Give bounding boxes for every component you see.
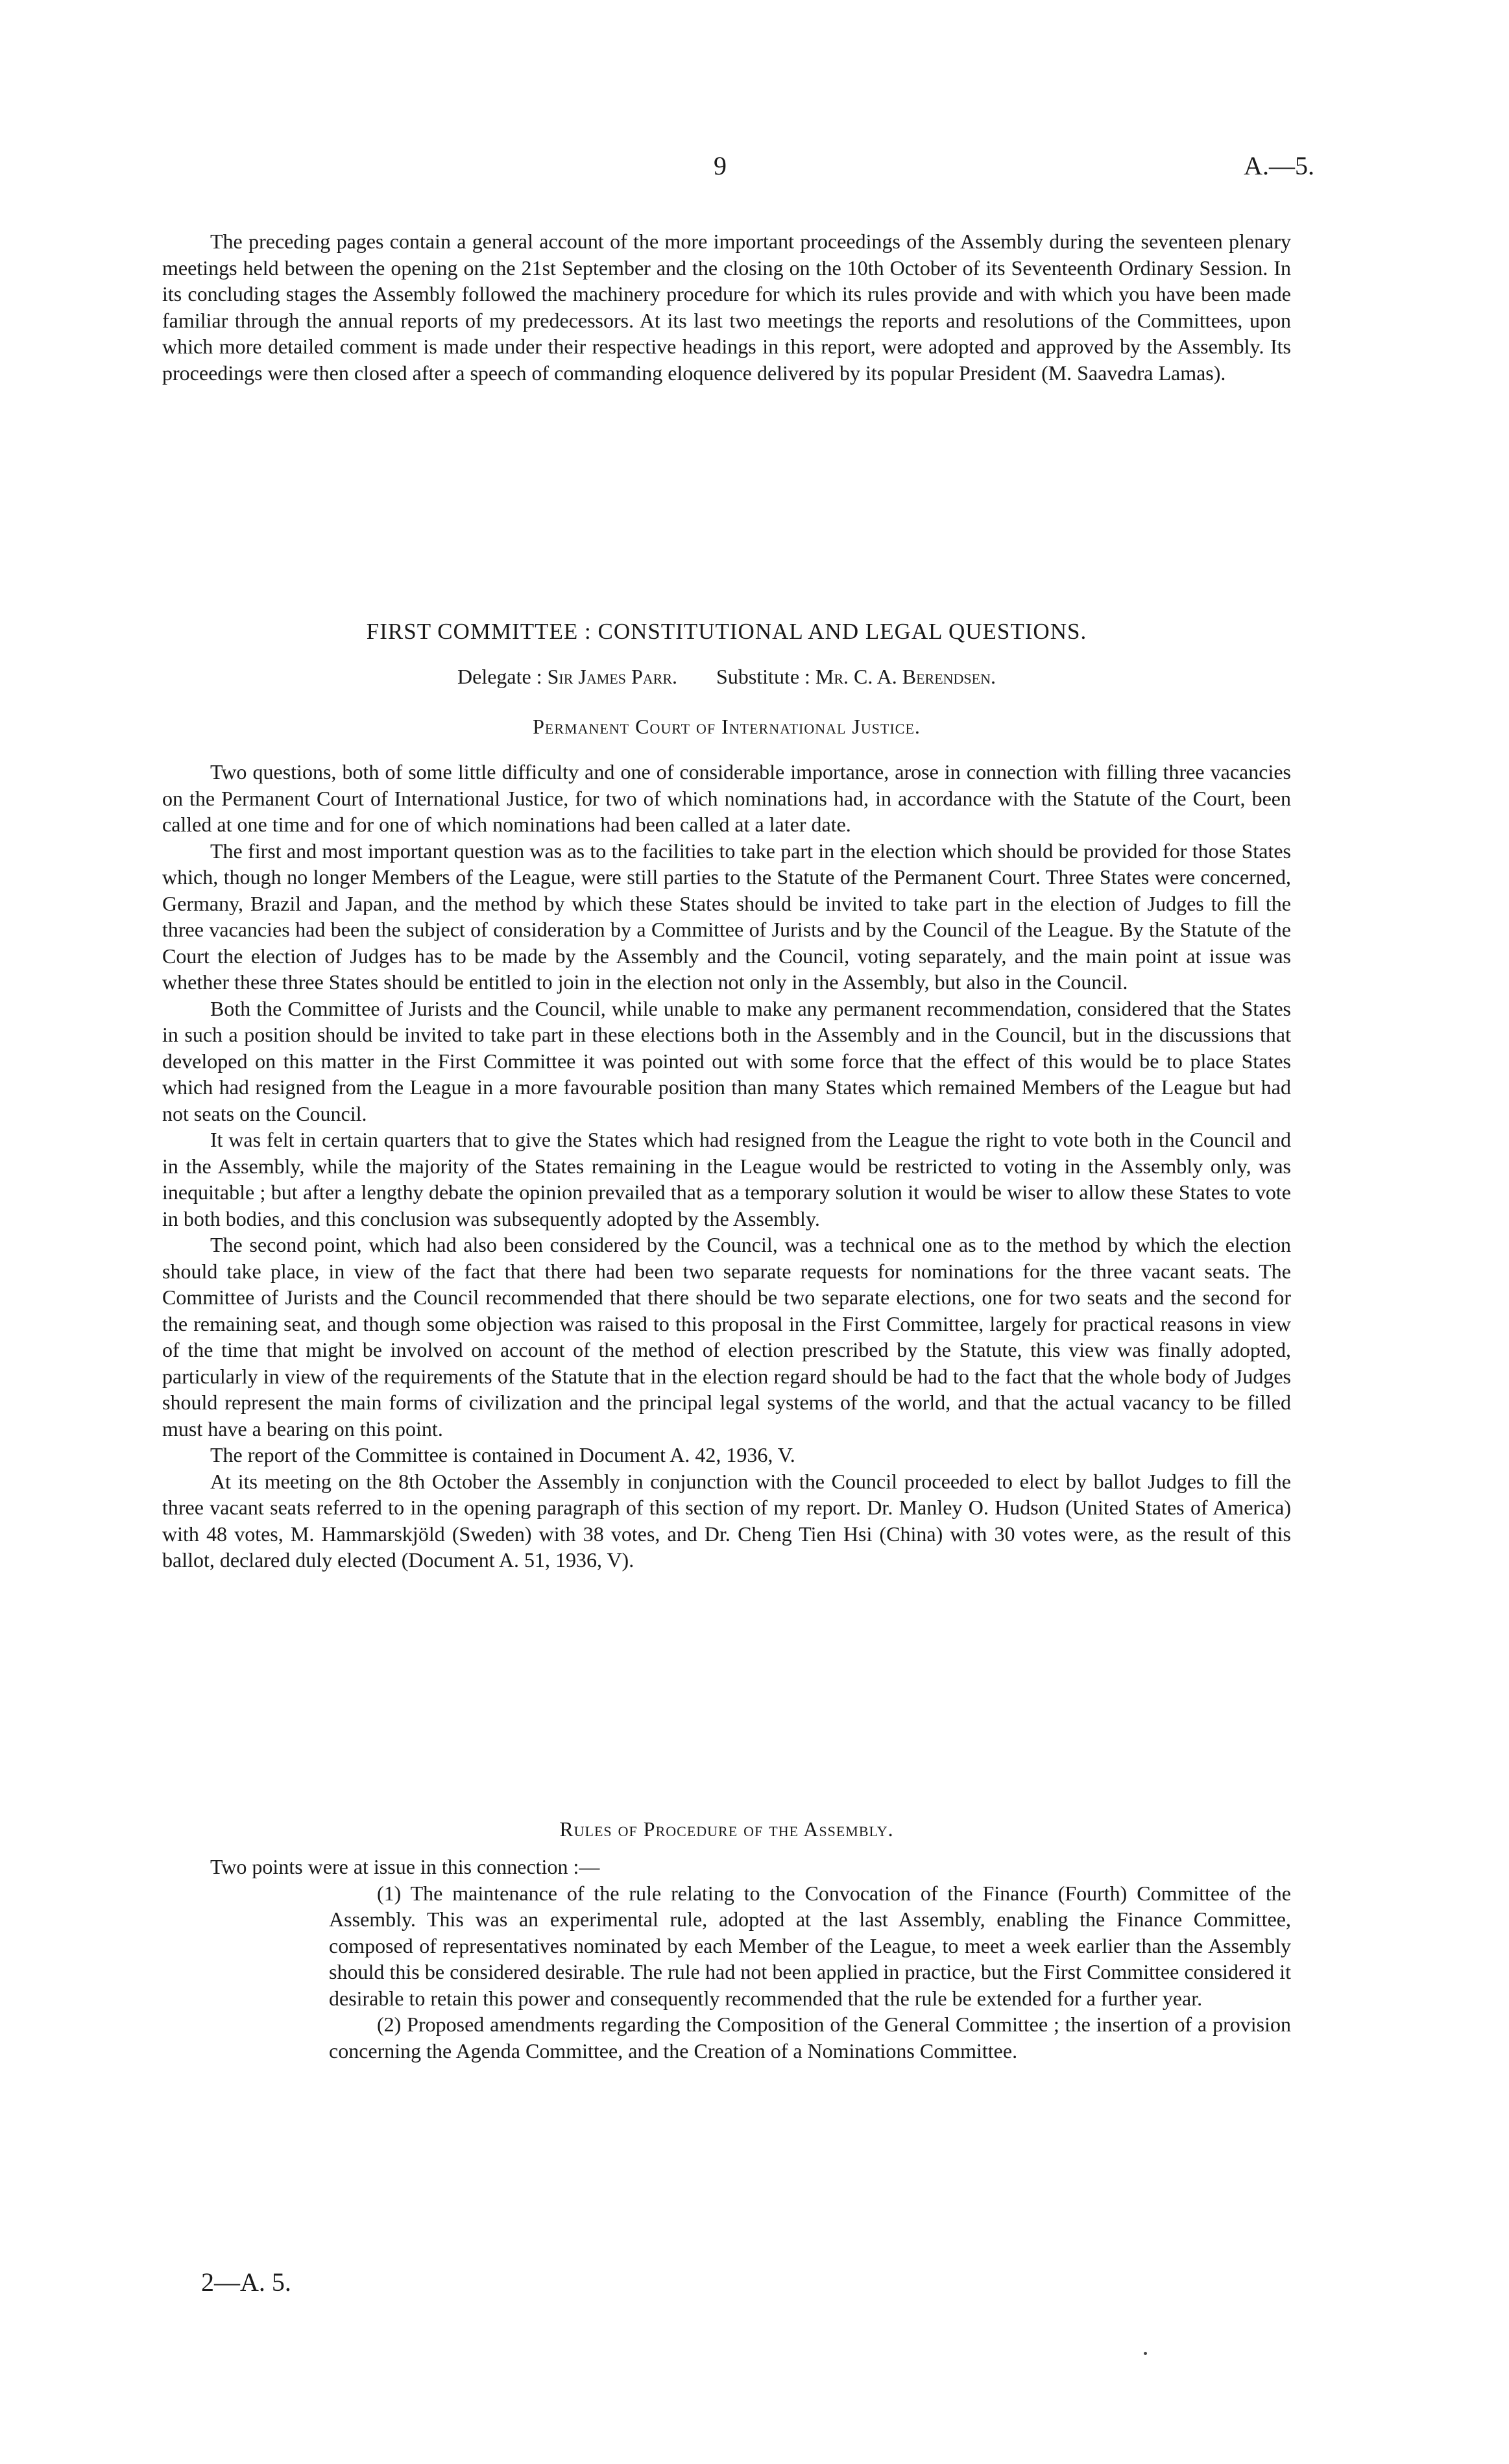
delegate-line (162, 664, 1291, 689)
section-heading-rules: Rules of Procedure of the Assembly. (559, 1817, 894, 1841)
paragraph: Both the Committee of Jurists and the Council, while unable to make any permanent recommendation, considered that the States in such a position should be invited to take part in these elections both in the Assembly and in the Council, but in the discussions that developed on this matter in the First Committee it was pointed out with some force that the effect of this would be to place States which had resigned from the League in a more favourable position than many States which remained Members of the League but had not seats on the Council. (162, 996, 1291, 1125)
page-number: 9 (714, 151, 727, 180)
paragraph: At its meeting on the 8th October the Assembly in conjunction with the Council proceeded to elect by ballot Judges to fill the three vacant seats referred to in the opening paragraph of this section of my report. Dr. Manley O. Hudson (United States of America) with 48 votes, M. Hammarskjöld (Sweden) with 38 votes, and Dr. Cheng Tien Hsi (China) with 30 votes were, as the result of this ballot, declared duly elected (Document A. 51, 1936, V). (162, 1469, 1291, 1572)
section-heading-pcij: Permanent Court of International Justice. (533, 715, 921, 738)
scan-mark (1144, 2352, 1147, 2355)
intro-section (162, 228, 1291, 386)
paragraph: Two questions, both of some little difficulty and one of considerable importance, arose in connection with filling three vacancies on the Permanent Court of International Justice, for two of which nominations had, in accordance with the Statute of the Court, been called at one time and for one of which nominations had been called at a later date. (162, 760, 1291, 836)
paragraph: The report of the Committee is contained in Document A. 42, 1936, V. (210, 1443, 795, 1466)
substitute-name: Mr. C. A. Berendsen. (815, 665, 996, 688)
document-reference: A.—5. (1244, 151, 1314, 180)
delegate-name: Sir James Parr. (547, 665, 678, 688)
delegate-label: Delegate : (457, 665, 542, 688)
rules-section (162, 1854, 1291, 2064)
pcij-section (162, 759, 1291, 1573)
signature-reference: 2—A. 5. (201, 2267, 291, 2297)
committee-heading: FIRST COMMITTEE : CONSTITUTIONAL AND LEGAL QUESTIONS. (366, 619, 1087, 644)
list-item: (2) Proposed amendments regarding the Composition of the General Committee ; the insertion of a provision concerning the Agenda Committee, and the Creation of a Nominations Committee. (329, 2013, 1291, 2063)
substitute-label: Substitute : (716, 665, 810, 688)
rules-lead: Two points were at issue in this connection :— (210, 1855, 600, 1878)
intro-paragraph: The preceding pages contain a general account of the more important proceedings of the Assembly during the seventeen plenary meetings held between the opening on the 21st September and the closing on the 10th October of its Seventeenth Ordinary Session. In its concluding stages the Assembly followed the machinery procedure for which its rules provide and with which you have been made familiar through the annual reports of my predecessors. At its last two meetings the reports and resolutions of the Committees, upon which more detailed comment is made under their respective headings in this report, were adopted and approved by the Assembly. Its proceedings were then closed after a speech of commanding eloquence delivered by its popular President (M. Saavedra Lamas). (162, 230, 1291, 385)
list-item: (1) The maintenance of the rule relating to the Convocation of the Finance (Fourth) Committee of the Assembly. This was an experimental rule, adopted at the last Assembly, enabling the Finance Committee, composed of representatives nominated by each Member of the League, to meet a week earlier than the Assembly should this be considered desirable. The rule had not been applied in practice, but the First Committee considered it desirable to retain this power and consequently recommended that the rule be extended for a further year. (329, 1881, 1291, 2010)
paragraph: The second point, which had also been considered by the Council, was a technical one as to the method by which the election should take place, in view of the fact that there had been two separate requests for nominations for the three vacant seats. The Committee of Jurists and the Council recommended that there should be two separate elections, one for two seats and the second for the remaining seat, and though some objection was raised to this proposal in the First Committee, largely for practical reasons in view of the time that might be involved on account of the method of election prescribed by the Statute, this view was finally adopted, particularly in view of the requirements of the Statute that in the election regard should be had to the fact that the whole body of Judges should represent the main forms of civilization and the principal legal systems of the world, and that the actual vacancy to be filled must have a bearing on this point. (162, 1233, 1291, 1441)
paragraph: The first and most important question was as to the facilities to take part in the election which should be provided for those States which, though no longer Members of the League, were still parties to the Statute of the Permanent Court. Three States were concerned, Germany, Brazil and Japan, and the method by which these States should be invited to take part in the election of Judges to fill the three vacancies had been the subject of consideration by a Committee of Jurists and by the Council of the League. By the Statute of the Court the election of Judges has to be made by the Assembly and the Council, voting separately, and the main point at issue was whether these three States should be entitled to join in the election not only in the Assembly, but also in the Council. (162, 839, 1291, 994)
paragraph: It was felt in certain quarters that to give the States which had resigned from the League the right to vote both in the Council and in the Assembly, while the majority of the States remaining in the League would be restricted to voting in the Assembly only, was inequitable ; but after a lengthy debate the opinion prevailed that as a temporary solution it would be wiser to allow these States to vote in both bodies, and this conclusion was subsequently adopted by the Assembly. (162, 1128, 1291, 1230)
